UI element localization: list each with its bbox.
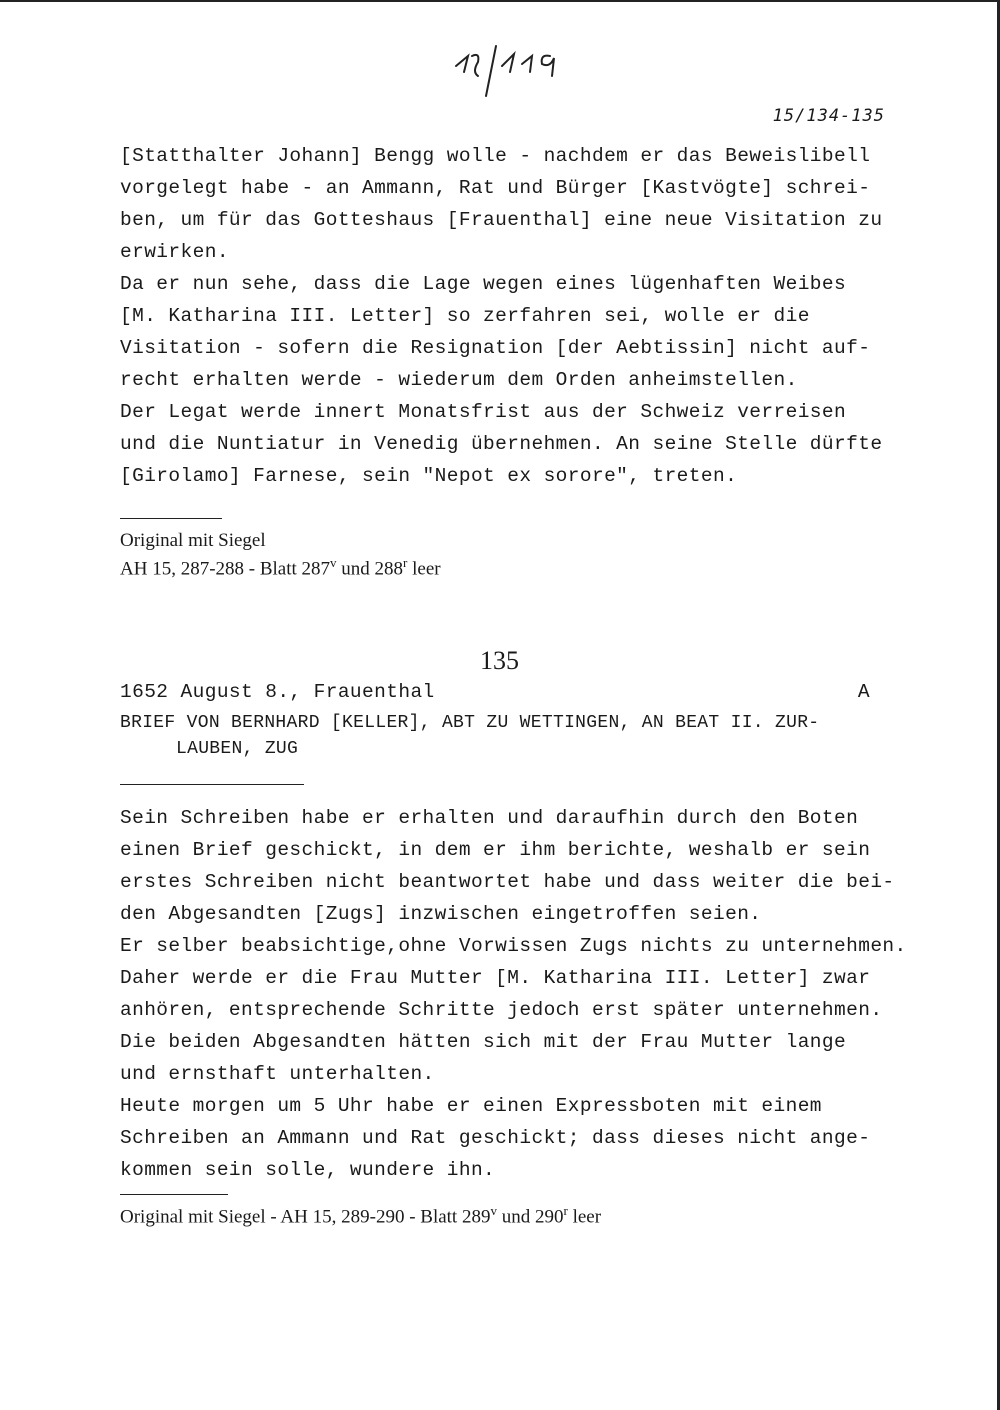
footnote-rule bbox=[120, 1194, 228, 1195]
handwritten-reference bbox=[450, 42, 580, 98]
heading-line: BRIEF VON BERNHARD [KELLER], ABT ZU WETTINGEN, AN BEAT II. ZUR- bbox=[120, 713, 820, 733]
text-line: kommen sein solle, wundere ihn. bbox=[120, 1159, 496, 1181]
text-line: vorgelegt habe - an Ammann, Rat und Bürger [Kastvögte] schrei- bbox=[120, 177, 871, 199]
text-line: [Statthalter Johann] Bengg wolle - nachdem er das Beweislibell bbox=[120, 145, 871, 167]
text-line: Heute morgen um 5 Uhr habe er einen Expressboten mit einem bbox=[120, 1095, 822, 1117]
source-note-line: Original mit Siegel bbox=[120, 530, 266, 551]
text-line: Daher werde er die Frau Mutter [M. Katharina III. Letter] zwar bbox=[120, 967, 871, 989]
document-marker: A bbox=[857, 681, 870, 703]
text-line: und ernsthaft unterhalten. bbox=[120, 1063, 435, 1085]
heading-rule bbox=[120, 784, 304, 785]
source-note-body: Original mit Siegel - AH 15, 289-290 - Blatt 289$^v$ und 290$^r$ leer bbox=[120, 1203, 602, 1228]
date-place-line bbox=[120, 678, 870, 706]
source-note-top bbox=[120, 530, 441, 580]
document-reference: 15/134-135 bbox=[772, 106, 885, 126]
heading-line: LAUBEN, ZUG bbox=[176, 739, 299, 759]
text-line: Der Legat werde innert Monatsfrist aus der Schweiz verreisen bbox=[120, 401, 847, 423]
text-line: erstes Schreiben nicht beantwortet habe und dass weiter die bei- bbox=[120, 871, 895, 893]
text-line: und die Nuntiatur in Venedig übernehmen. An seine Stelle dürfte bbox=[120, 433, 883, 455]
text-line: Schreiben an Ammann und Rat geschickt; dass dieses nicht ange- bbox=[120, 1127, 871, 1149]
text-line: Visitation - sofern die Resignation [der Aebtissin] nicht auf- bbox=[120, 337, 871, 359]
text-line: einen Brief geschickt, in dem er ihm berichte, weshalb er sein bbox=[120, 839, 871, 861]
text-line: Die beiden Abgesandten hätten sich mit der Frau Mutter lange bbox=[120, 1031, 847, 1053]
text-line: ben, um für das Gotteshaus [Frauenthal] eine neue Visitation zu bbox=[120, 209, 883, 231]
text-line: [Girolamo] Farnese, sein "Nepot ex sorore", treten. bbox=[120, 465, 738, 487]
footnote-rule bbox=[120, 518, 222, 519]
source-note-line: AH 15, 287-288 - Blatt 287$^v$ und 288$^r$ leer bbox=[120, 555, 441, 580]
text-line: Da er nun sehe, dass die Lage wegen eines lügenhaften Weibes bbox=[120, 273, 847, 295]
text-line: erwirken. bbox=[120, 241, 229, 263]
text-line: Er selber beabsichtige,ohne Vorwissen Zugs nichts zu unternehmen. bbox=[120, 935, 907, 957]
text-line: Sein Schreiben habe er erhalten und daraufhin durch den Boten bbox=[120, 807, 859, 829]
summary-text-top bbox=[120, 140, 890, 492]
text-line: [M. Katharina III. Letter] so zerfahren sei, wolle er die bbox=[120, 305, 810, 327]
text-line: den Abgesandten [Zugs] inzwischen eingetroffen seien. bbox=[120, 903, 762, 925]
document-heading bbox=[120, 710, 890, 762]
text-line: anhören, entsprechende Schritte jedoch erst später unternehmen. bbox=[120, 999, 883, 1021]
date-place: 1652 August 8., Frauenthal bbox=[120, 681, 435, 703]
text-line: recht erhalten werde - wiederum dem Orden anheimstellen. bbox=[120, 369, 798, 391]
document-number: 135 bbox=[480, 646, 519, 675]
summary-text-body bbox=[120, 802, 907, 1186]
